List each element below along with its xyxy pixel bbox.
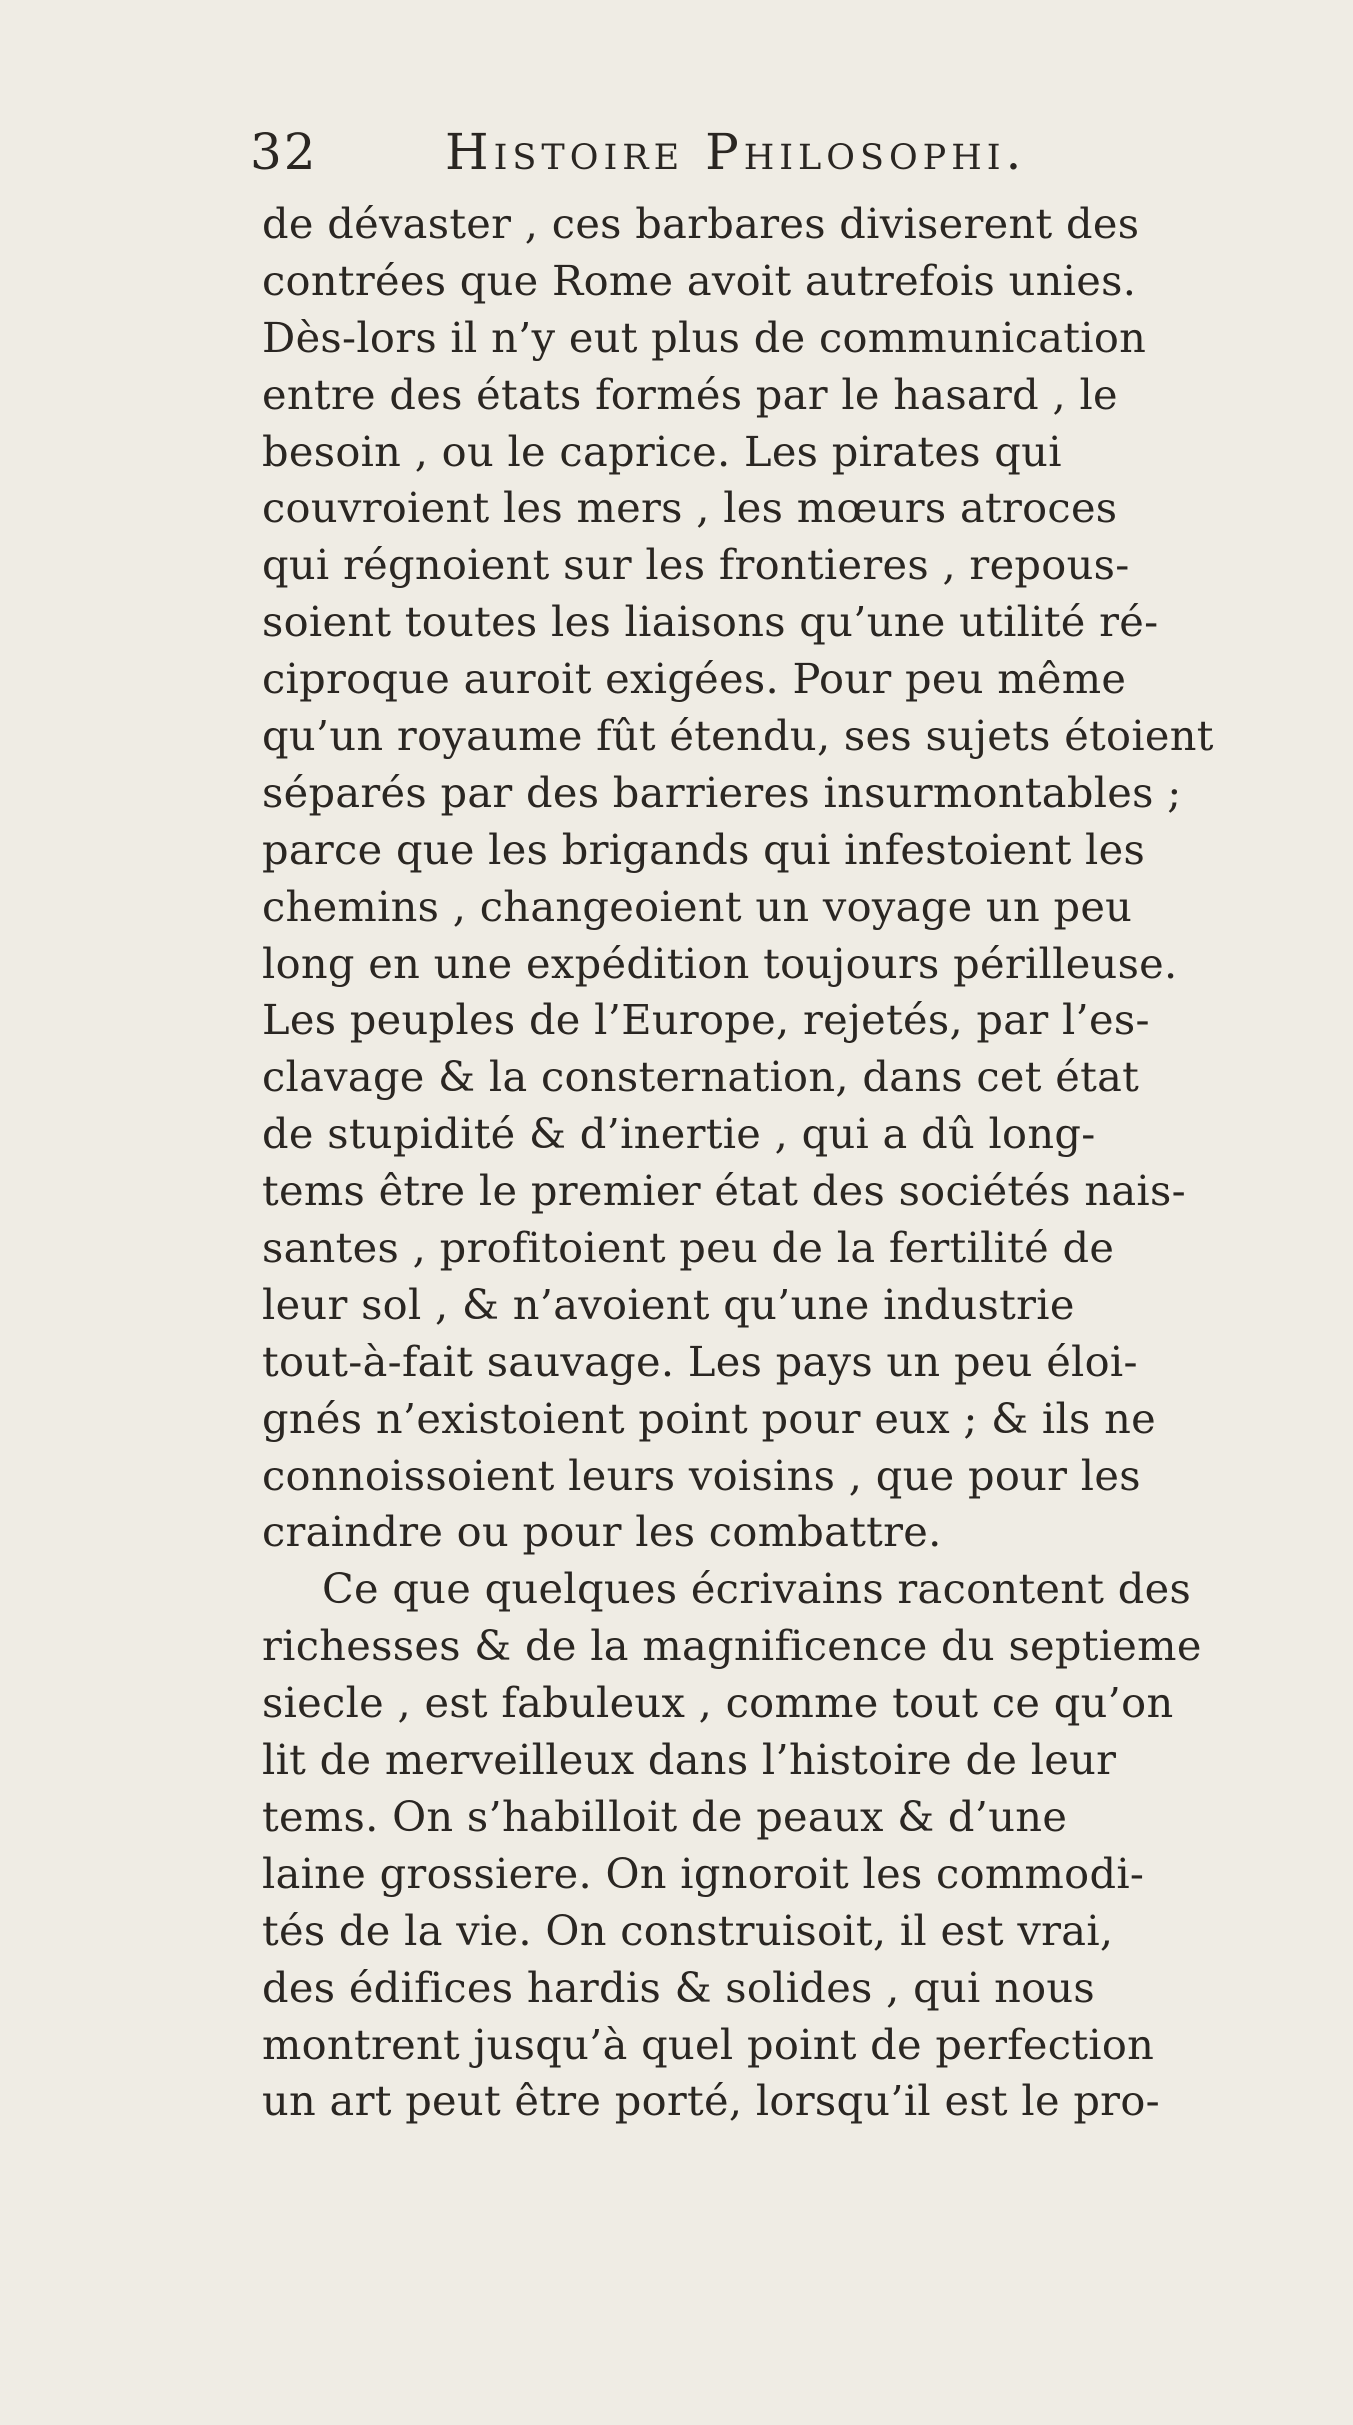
text-line: tems. On s’habilloit de peaux & d’une	[262, 1791, 1068, 1841]
text-line: Les peuples de l’Europe, rejetés, par l’es-	[262, 995, 1150, 1045]
text-line: contrées que Rome avoit autrefois unies.	[262, 255, 1137, 305]
text-line: besoin , ou le caprice. Les pirates qui	[262, 426, 1062, 476]
text-line: de dévaster , ces barbares diviserent des	[262, 199, 1140, 248]
text-line: Dès-lors il n’y eut plus de communication	[262, 312, 1147, 362]
running-head	[250, 112, 1280, 192]
text-line: connoissoient leurs voisins , que pour les	[262, 1450, 1141, 1500]
text-line: tems être le premier état des sociétés nais-	[262, 1166, 1186, 1216]
page-number: 32	[250, 123, 318, 181]
text-line: santes , profitoient peu de la fertilité de	[262, 1223, 1115, 1273]
text-line: siecle , est fabuleux , comme tout ce qu’on	[262, 1678, 1174, 1728]
text-line: leur sol , & n’avoient qu’une industrie	[262, 1279, 1075, 1329]
text-line: long en une expédition toujours périlleuse.	[262, 938, 1178, 988]
running-title: Histoire Philosophi.	[445, 123, 1027, 181]
text-line: Ce que quelques écrivains racontent des	[322, 1564, 1192, 1614]
text-line: craindre ou pour les combattre.	[262, 1507, 942, 1557]
text-line: des édifices hardis & solides , qui nous	[262, 1962, 1096, 2012]
text-line: tés de la vie. On construisoit, il est vrai,	[262, 1905, 1114, 1955]
text-line: richesses & de la magnificence du septieme	[262, 1621, 1202, 1671]
text-line: qu’un royaume fût étendu, ses sujets étoient	[262, 711, 1214, 761]
text-line: parce que les brigands qui infestoient les	[262, 824, 1146, 874]
text-line: soient toutes les liaisons qu’une utilité ré-	[262, 597, 1159, 647]
text-line: montrent jusqu’à quel point de perfection	[262, 2019, 1155, 2069]
text-line: laine grossiere. On ignoroit les commodi-	[262, 1848, 1145, 1898]
text-line: qui régnoient sur les frontieres , repous-	[262, 540, 1130, 590]
paragraph-2	[262, 1561, 1277, 2130]
text-line: un art peut être porté, lorsqu’il est le pro-	[262, 2076, 1160, 2126]
text-line: gnés n’existoient point pour eux ; & ils ne	[262, 1393, 1157, 1443]
text-line: séparés par des barrieres insurmontables ;	[262, 767, 1182, 817]
text-line: couvroient les mers , les mœurs atroces	[262, 483, 1118, 533]
text-line: clavage & la consternation, dans cet état	[262, 1052, 1140, 1102]
paragraph-1	[262, 196, 1277, 1561]
text-line: de stupidité & d’inertie , qui a dû long-	[262, 1109, 1096, 1159]
text-line: ciproque auroit exigées. Pour peu même	[262, 654, 1127, 704]
text-line: chemins , changeoient un voyage un peu	[262, 881, 1133, 931]
text-line: lit de merveilleux dans l’histoire de leur	[262, 1735, 1117, 1785]
text-line: entre des états formés par le hasard , le	[262, 369, 1118, 419]
text-line: tout-à-fait sauvage. Les pays un peu éloi-	[262, 1336, 1138, 1386]
body-text	[262, 196, 1277, 2130]
